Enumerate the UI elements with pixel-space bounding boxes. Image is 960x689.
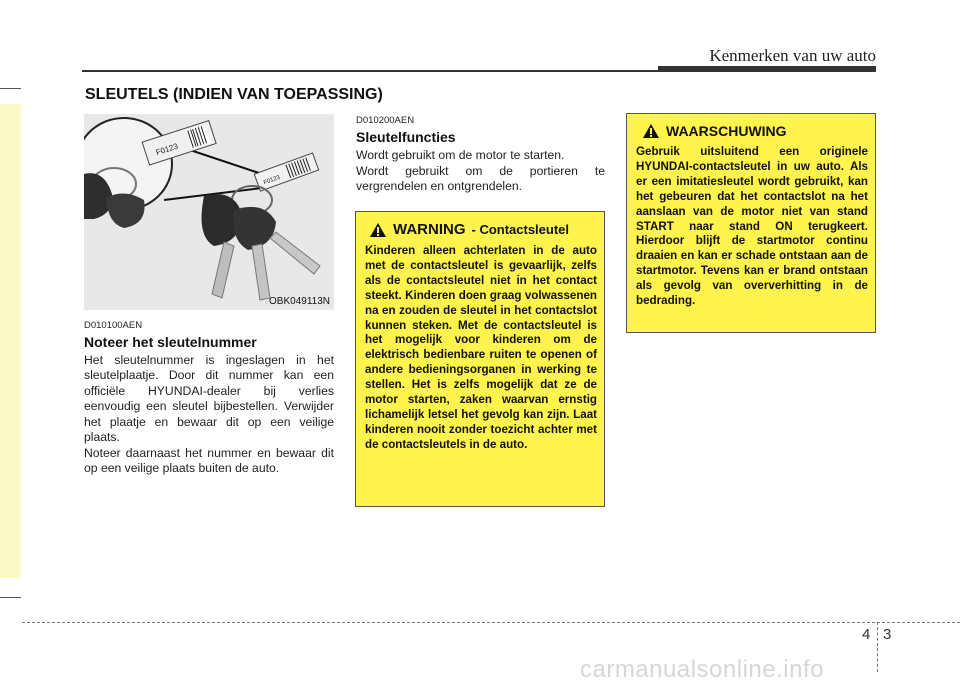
- side-tick-top: [0, 88, 21, 89]
- middle-line-1: Wordt gebruikt om de motor te starten.: [356, 148, 565, 162]
- header-rule-accent: [658, 66, 876, 72]
- waarschuwing-text: Gebruik uitsluitend een originele HYUNDAI-contactsleutel in uw auto. Als er een imitatiesleutel wordt gebruikt, kan het gebeuren dat het contactslot na het aanslaan van de motor niet van stand START naar stand ON terugkeert. Hierdoor blijft de startmotor continu draaien en kan er schade ontstaan aan de startmotor. Tevens kan er brand ontstaan als gevolg van oververhitting in de bedrading.: [636, 145, 868, 308]
- waarschuwing-box: [626, 113, 876, 333]
- chapter-title: Kenmerken van uw auto: [709, 46, 876, 65]
- tag-label-large: F0123: [154, 141, 180, 158]
- chapter-number: 4: [862, 626, 871, 643]
- warning-title: WARNING: [393, 221, 466, 238]
- left-heading: Noteer het sleutelnummer: [84, 334, 257, 350]
- key-illustration: [84, 114, 334, 310]
- key-figure: [84, 114, 334, 310]
- warning-triangle-icon: [642, 123, 660, 139]
- warning-triangle-icon: [369, 222, 387, 238]
- left-section-code: D010100AEN: [84, 320, 143, 331]
- footer-dashed-rule: [22, 622, 960, 623]
- section-title: SLEUTELS (INDIEN VAN TOEPASSING): [85, 86, 383, 103]
- side-tick-bottom: [0, 597, 21, 598]
- figure-code: OBK049113N: [269, 296, 330, 307]
- side-color-strip: [0, 104, 21, 578]
- middle-heading: Sleutelfuncties: [356, 129, 456, 145]
- warning-text: Kinderen alleen achterlaten in de auto met de contactsleutel is gevaarlijk, zelfs als de contactsleutel niet in het contact steekt. Kinderen doen graag volwassenen na en zouden de sleutel in het contactslot kunnen steken. Met de contactsleutel is het mogelijk voor kinderen om de elektrisch bedienbare ruiten te openen of andere bedieningsorganen in werking te stellen. Het is zelfs mogelijk dat ze de motor starten, zaken waarvan ernstig lichamelijk letsel het gevolg kan zijn. Laat kinderen nooit zonder toezicht achter met de contactsleutels in de auto.: [365, 244, 597, 451]
- left-paragraph-2: Noteer daarnaast het nummer en bewaar dit op een veilige plaats buiten de auto.: [84, 446, 334, 476]
- waarschuwing-title: WAARSCHUWING: [666, 123, 787, 139]
- warning-box: [355, 211, 605, 507]
- watermark: carmanualsonline.info: [580, 656, 824, 683]
- middle-line-2: Wordt gebruikt om de portieren te vergrendelen en ontgrendelen.: [356, 164, 605, 194]
- tag-label-small: F0123: [262, 174, 282, 187]
- page-number: 3: [883, 626, 892, 643]
- middle-section-code: D010200AEN: [356, 115, 415, 126]
- left-paragraph-1: Het sleutelnummer is ingeslagen in het sleutelplaatje. Door dit nummer kan een officiële HYUNDAI-dealer bij verlies eenvoudig een sleutel bijbestellen. Verwijder het plaatje en bewaar dit op een veilige plaats.: [84, 353, 334, 445]
- warning-subtitle: - Contactsleutel: [471, 222, 570, 237]
- page-number-separator: [877, 622, 878, 672]
